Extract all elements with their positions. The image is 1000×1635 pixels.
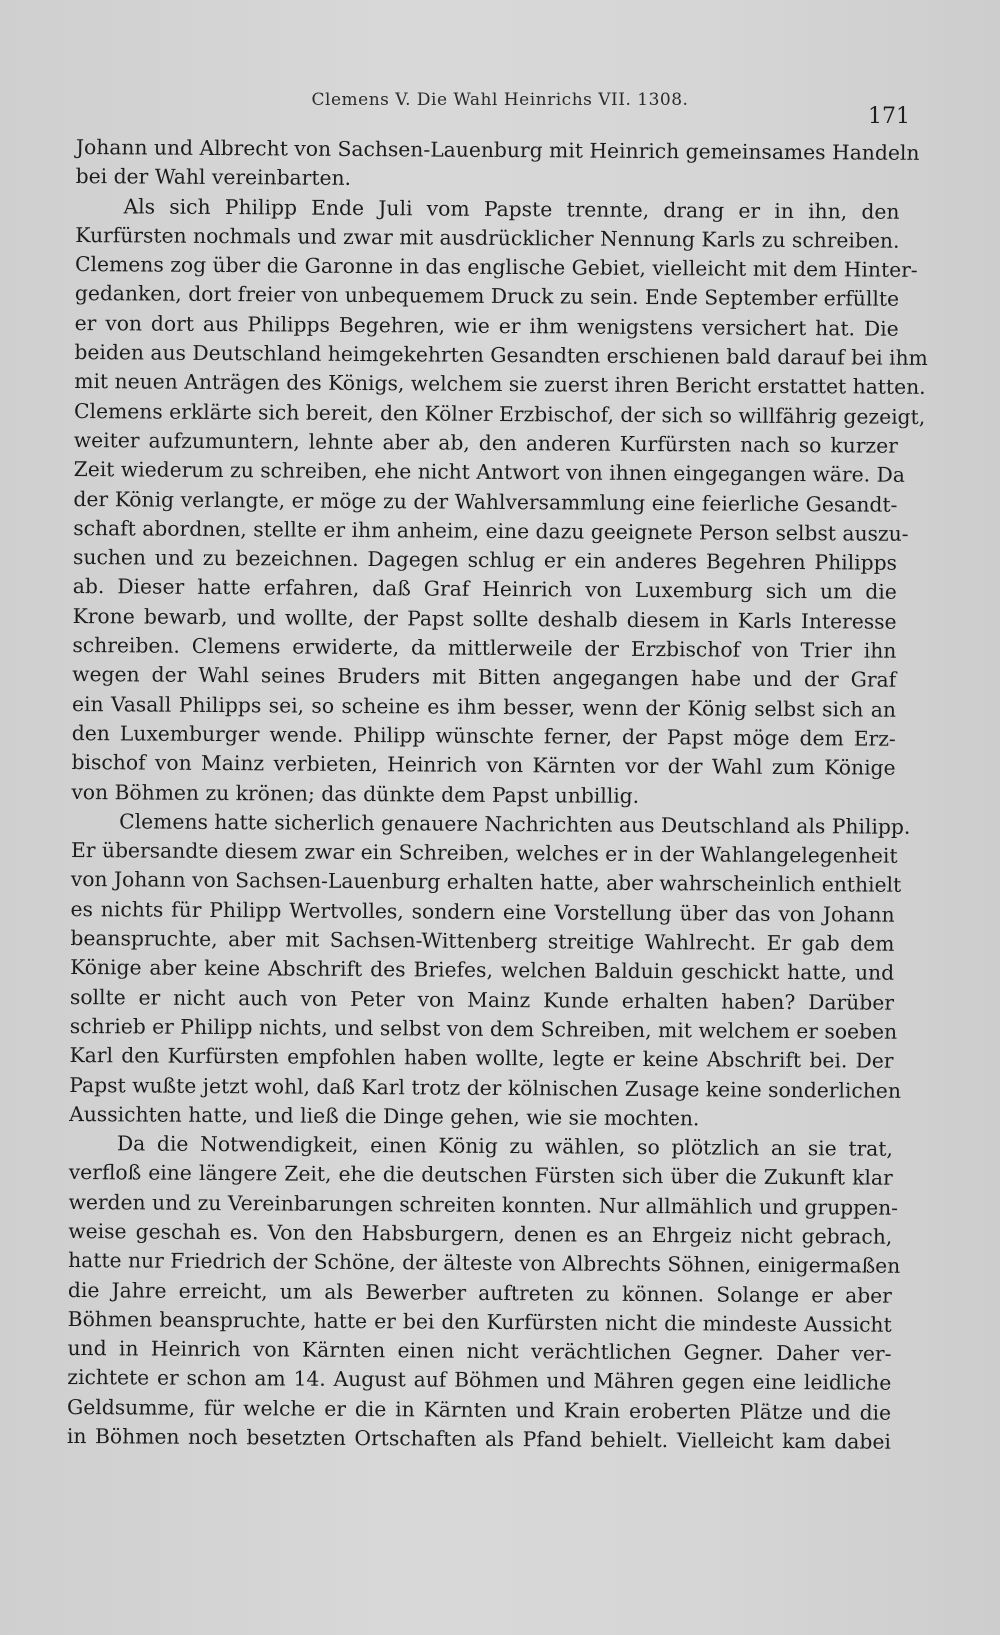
text-line: Könige aber keine Abschrift des Briefes, welchen Balduin geschickt hatte, und (70, 955, 895, 986)
text-line: bei der Wahl vereinbarten. (75, 164, 352, 191)
text-line: werden und zu Vereinbarungen schreiten konnten. Nur allmählich und gruppen- (68, 1189, 899, 1220)
text-line: Karl den Kurfürsten empfohlen haben wollte, legte er keine Abschrift bei. Der (69, 1043, 894, 1073)
text-line: Als sich Philipp Ende Juli vom Papste trennte, drang er in ihn, den (123, 193, 900, 224)
paragraph-4 (66, 1129, 901, 1457)
text-line: Kurfürsten nochmals und zwar mit ausdrücklicher Nennung Karls zu schreiben. (75, 222, 900, 253)
text-line: Clemens hatte sicherlich genauere Nachrichten aus Deutschland als Philipp. (119, 809, 911, 839)
text-line: verfloß eine längere Zeit, ehe die deutschen Fürsten sich über die Zukunft klar (68, 1160, 893, 1191)
text-line: den Luxemburger wende. Philipp wünschte ferner, der Papst möge dem Erz- (71, 720, 896, 751)
text-line: bischof von Mainz verbieten, Heinrich von Kärnten vor der Wahl zum Könige (71, 750, 896, 780)
text-line: ein Vasall Philipps sei, so scheine es ihm besser, wenn der König selbst sich an (71, 691, 897, 722)
text-line: suchen und zu bezeichnen. Dagegen schlug er ein anderes Begehren Philipps (72, 545, 898, 575)
text-line: weiter aufzumuntern, lehnte aber ab, den anderen Kurfürsten nach so kurzer (73, 427, 898, 458)
text-line: schaft abordnen, stellte er ihm anheim, eine dazu geeignete Person selbst auszu- (73, 515, 909, 546)
text-line: Clemens erklärte sich bereit, den Kölner Erzbischof, der sich so willfährig gezeigt, (73, 398, 926, 429)
text-line: zichtete er schon am 14. August auf Böhmen und Mähren gegen eine leidliche (67, 1365, 892, 1396)
text-line: und in Heinrich von Kärnten einen nicht verächtlichen Gegner. Daher ver- (67, 1336, 892, 1366)
text-line: Clemens zog über die Garonne in das englische Gebiet, vielleicht mit dem Hinter- (75, 252, 918, 283)
text-line: Da die Notwendigkeit, einen König zu wählen, so plötzlich an sie trat, (116, 1131, 894, 1161)
text-line: von Böhmen zu krönen; das dünkte dem Papst unbillig. (71, 779, 640, 808)
text-line: Krone bewarb, und wollte, der Papst sollte deshalb diesem in Karls Interesse (72, 603, 897, 634)
text-line: Geldsumme, für welche er die in Kärnten und Krain eroberten Plätze und die (67, 1394, 892, 1425)
text-line: Aussichten hatte, und ließ die Dinge gehen, wie sie mochten. (69, 1101, 700, 1131)
text-line: die Jahre erreicht, um als Bewerber auftreten zu können. Solange er aber (67, 1277, 892, 1308)
text-line: der König verlangte, er möge zu der Wahlversammlung eine feierliche Gesandt- (73, 486, 898, 517)
text-line: in Böhmen noch besetzten Ortschaften als Pfand behielt. Vielleicht kam dabei (66, 1424, 891, 1454)
paragraph-1 (75, 133, 920, 197)
running-head: Clemens V. Die Wahl Heinrichs VII. 1308. (311, 90, 689, 110)
text-line: sollte er nicht auch von Peter von Mainz Kunde erhalten haben? Darüber (69, 984, 895, 1015)
text-line: beanspruchte, aber mit Sachsen-Wittenberg streitige Wahlrecht. Er gab dem (70, 925, 895, 956)
text-line: er von dort aus Philipps Begehren, wie er ihm wenigstens versichert hat. Die (74, 310, 899, 341)
text-line: Johann und Albrecht von Sachsen-Lauenburg mit Heinrich gemeinsames Handeln (75, 134, 920, 165)
body-text (66, 133, 928, 1457)
text-line: gedanken, dort freier von unbequemem Druck zu sein. Ende September erfüllte (74, 281, 900, 312)
page-number: 171 (868, 104, 910, 129)
text-line: weise geschah es. Von den Habsburgern, denen es an Ehrgeiz nicht gebrach, (68, 1218, 893, 1249)
text-line: von Johann von Sachsen-Lauenburg erhalten hatte, aber wahrscheinlich enthielt (70, 867, 902, 898)
text-line: schreiben. Clemens erwiderte, da mittlerweile der Erzbischof von Trier ihn (72, 633, 897, 663)
text-line: Papst wußte jetzt wohl, daß Karl trotz der kölnischen Zusage keine sonderlichen (69, 1072, 902, 1103)
paragraph-3 (69, 807, 911, 1135)
text-line: wegen der Wahl seines Bruders mit Bitten angegangen habe und der Graf (72, 662, 897, 693)
text-line: ab. Dieser hatte erfahren, daß Graf Heinrich von Luxemburg sich um die (72, 574, 897, 605)
text-line: mit neuen Anträgen des Königs, welchem sie zuerst ihren Bericht erstattet hatten. (74, 369, 926, 400)
text-line: schrieb er Philipp nichts, und selbst von dem Schreiben, mit welchem er soeben (69, 1013, 898, 1044)
text-line: Er übersandte diesem zwar ein Schreiben, welches er in der Wahlangelegenheit (70, 838, 898, 868)
text-line: Böhmen beanspruchte, hatte er bei den Kurfürsten nicht die mindeste Aussicht (67, 1306, 892, 1337)
text-line: beiden aus Deutschland heimgekehrten Gesandten erschienen bald darauf bei ihm (74, 340, 928, 371)
text-line: es nichts für Philipp Wertvolles, sondern eine Vorstellung über das von Johann (70, 896, 895, 927)
text-line: Zeit wiederum zu schreiben, ehe nicht Antwort von ihnen eingegangen wäre. Da (73, 457, 905, 488)
paragraph-2 (71, 192, 928, 813)
text-line: hatte nur Friedrich der Schöne, der älteste von Albrechts Söhnen, einigermaßen (68, 1248, 901, 1279)
